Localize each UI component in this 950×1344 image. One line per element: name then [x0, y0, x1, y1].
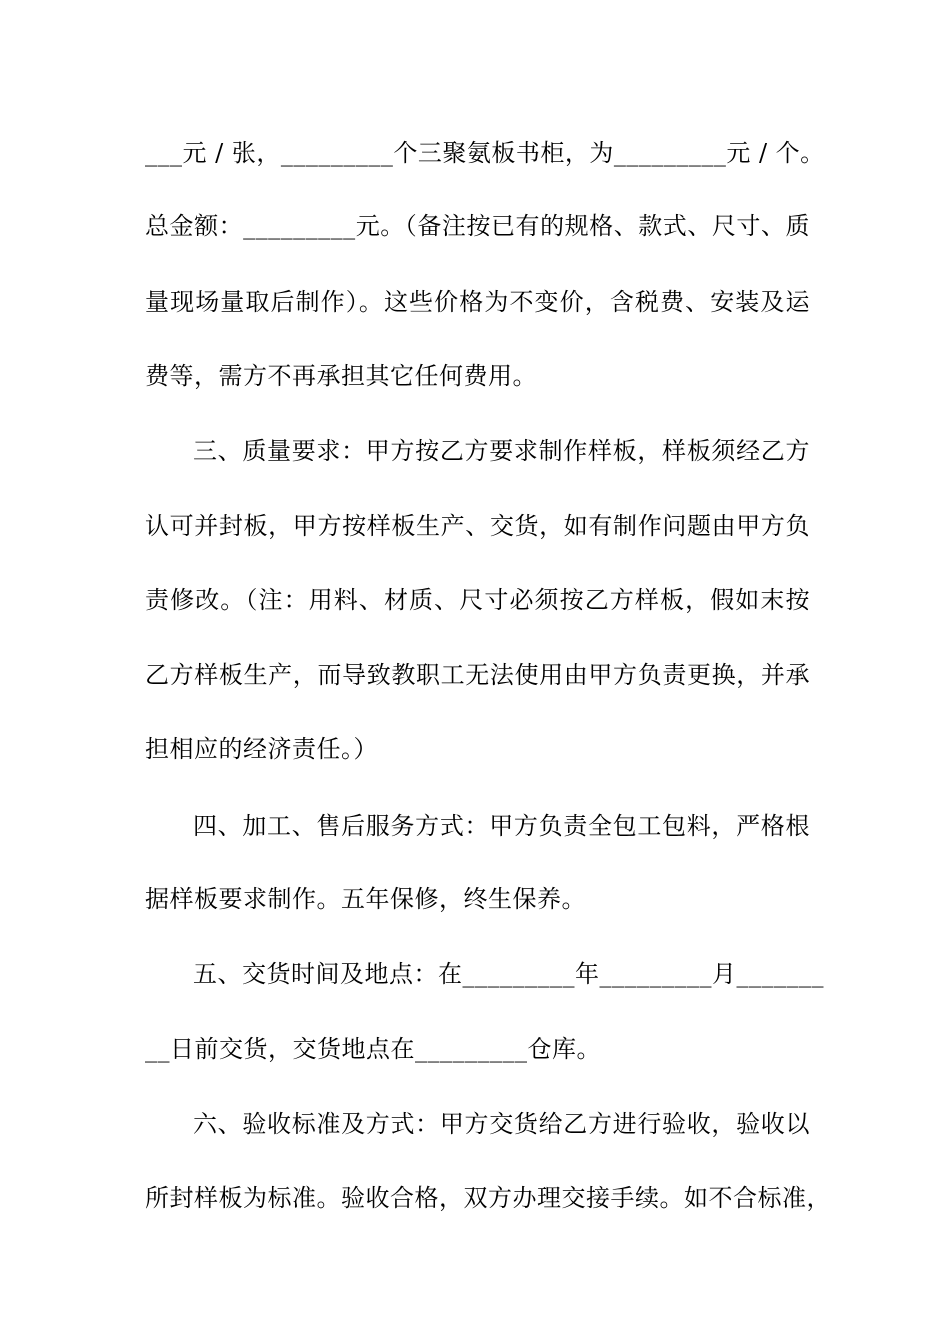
text-line: 总金额：_________元。（备注按已有的规格、款式、尺寸、质	[145, 212, 810, 240]
text-line: 担相应的经济责任。）	[145, 735, 378, 763]
paragraph-heading-line: 三、质量要求：甲方按乙方要求制作样板，样板须经乙方	[193, 437, 810, 465]
text-line: __日前交货，交货地点在_________仓库。	[145, 1035, 601, 1063]
text-line: 认可并封板，甲方按样板生产、交货，如有制作问题由甲方负	[145, 512, 810, 540]
text-line: 据样板要求制作。五年保修，终生保养。	[145, 885, 586, 913]
paragraph-heading-line: 四、加工、售后服务方式：甲方负责全包工包料，严格根	[193, 812, 810, 840]
text-line: 所封样板为标准。验收合格，双方办理交接手续。如不合标准，	[145, 1184, 831, 1212]
paragraph-heading-line: 六、验收标准及方式：甲方交货给乙方进行验收，验收以	[193, 1110, 810, 1138]
text-line: 量现场量取后制作）。这些价格为不变价，含税费、安装及运	[145, 288, 810, 316]
paragraph-heading-line: 五、交货时间及地点：在_________年_________月_______	[193, 960, 824, 988]
text-line: 乙方样板生产，而导致教职工无法使用由甲方负责更换，并承	[145, 661, 810, 689]
text-line: 责修改。（注：用料、材质、尺寸必须按乙方样板，假如末按	[145, 586, 810, 614]
text-line: 费等，需方不再承担其它任何费用。	[145, 362, 537, 390]
text-line: ___元 / 张，_________个三聚氨板书柜，为_________元 / 个。	[145, 139, 825, 167]
